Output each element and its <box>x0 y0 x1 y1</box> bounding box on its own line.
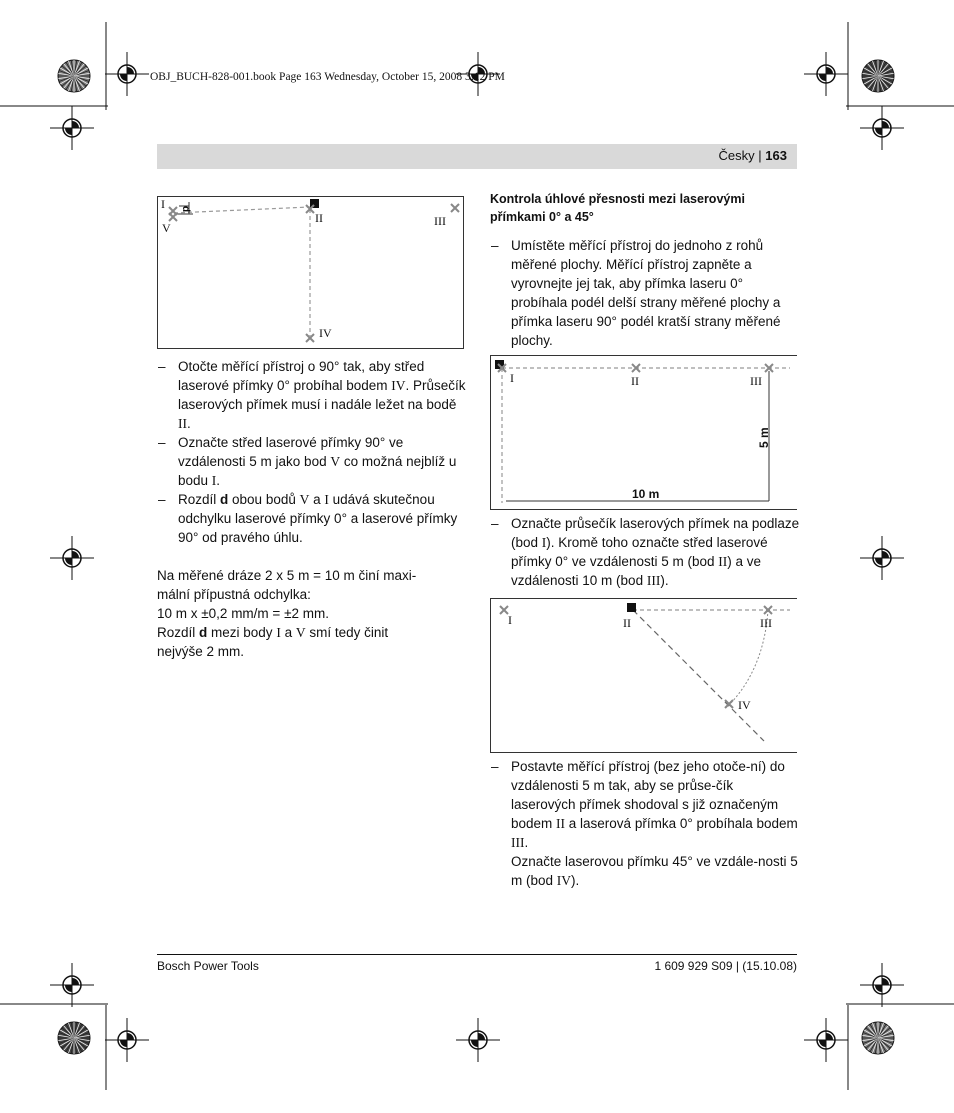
page-header <box>157 144 797 169</box>
header-text <box>719 148 787 163</box>
list-item <box>490 757 800 890</box>
fig1-label-IV: IV <box>319 326 332 340</box>
point-ref: II <box>556 816 566 831</box>
text: Rozdíl <box>178 492 221 507</box>
fig2-label-II: II <box>631 374 639 388</box>
footer-document-code: 1 609 929 S09 | (15.10.08) <box>654 959 797 973</box>
text: Rozdíl <box>157 625 200 640</box>
footer-publisher: Bosch Power Tools <box>157 959 259 973</box>
text: . <box>187 416 191 431</box>
list-item <box>157 490 467 547</box>
text: . <box>216 473 221 488</box>
registration-target-icon <box>50 106 94 150</box>
text: co možná nejblíž u bodu <box>178 454 457 488</box>
point-ref: III <box>646 573 661 588</box>
right-column-bottom <box>490 757 800 890</box>
text-line: nejvýše 2 mm. <box>157 644 245 659</box>
text-bold: d <box>199 625 208 640</box>
registration-target-icon <box>50 536 94 580</box>
section-heading <box>490 190 800 226</box>
tolerance-paragraph <box>157 566 467 661</box>
footer-rule <box>157 954 797 955</box>
page-number: 163 <box>765 148 787 163</box>
point-ref: I <box>324 492 329 507</box>
point-ref: V <box>330 454 341 469</box>
text: a <box>280 625 296 640</box>
fig1-label-d: d <box>180 206 191 213</box>
registration-starburst-icon <box>58 60 90 92</box>
right-column-top <box>490 190 800 350</box>
point-ref: IV <box>391 378 406 393</box>
left-column <box>157 357 467 661</box>
point-ref: I <box>276 625 281 640</box>
point-ref: V <box>299 492 310 507</box>
list-item: – Umístěte měřící přístroj do jednoho z rohů měřené plochy. Měřící přístroj zapněte a vyrovnejte jej tak, aby přímka laseru 0° probíhala podél delší strany měřené plochy a přímka laseru 90° podél kratší strany měřené plochy. <box>490 236 800 350</box>
registration-target-icon <box>860 963 904 1007</box>
right-instruction-list-3 <box>490 757 800 890</box>
text: mezi body <box>207 625 277 640</box>
fig2-label-III: III <box>750 374 762 388</box>
fig1-label-I: I <box>161 197 165 211</box>
text: smí tedy činit <box>305 625 389 640</box>
point-ref: III <box>511 835 525 850</box>
print-slug: OBJ_BUCH-828-001.book Page 163 Wednesday, October 15, 2008 3:12 PM <box>150 71 505 83</box>
right-instruction-list-1 <box>490 236 800 350</box>
text-bold: d <box>220 492 229 507</box>
text: a <box>309 492 325 507</box>
text: ). <box>660 573 669 588</box>
figure-3-45-degree-check <box>490 598 797 753</box>
text: obou bodů <box>228 492 300 507</box>
header-language: Česky <box>718 148 755 163</box>
text: Postavte měřící přístroj (bez jeho otoče-ní) do vzdálenosti 5 m tak, aby se průse-čík laserových přímek shodoval s již označeným bodem <box>511 759 785 831</box>
figure-2-measuring-area <box>490 355 797 510</box>
list-item <box>490 514 800 590</box>
registration-target-icon <box>860 536 904 580</box>
text-line: Na měřené dráze 2 x 5 m = 10 m činí maxi- <box>157 568 417 583</box>
point-ref: II <box>718 554 728 569</box>
text: Označte průsečík laserových přímek na podlaze (bod <box>511 516 800 550</box>
left-instruction-list <box>157 357 467 547</box>
fig3-label-I: I <box>508 613 512 627</box>
fig2-width-dimension: 10 m <box>632 487 660 501</box>
text-line <box>157 623 467 642</box>
registration-starburst-icon <box>862 60 894 92</box>
fig1-label-III: III <box>434 214 446 228</box>
fig3-label-IV: IV <box>738 698 751 712</box>
point-ref: IV <box>556 873 572 888</box>
mark-V-icon <box>169 213 177 221</box>
mark-I-icon <box>500 606 508 614</box>
point-ref: II <box>178 416 187 431</box>
text-line: mální přípustná odchylka: <box>157 587 311 602</box>
heading-line: Kontrola úhlové přesnosti mezi laserovými <box>490 192 745 206</box>
fig3-label-III: III <box>760 616 772 630</box>
registration-starburst-icon <box>862 1022 894 1054</box>
text: . Průsečík laserových přímek musí i nadále ležet na bodě <box>178 378 466 412</box>
list-item <box>157 433 467 490</box>
point-ref: I <box>541 535 547 550</box>
fig1-label-V: V <box>162 221 171 235</box>
text: Označte střed laserové přímky 90° ve vzdálenosti 5 m jako bod <box>178 435 404 469</box>
registration-target-icon <box>804 1018 848 1062</box>
registration-target-icon <box>804 52 848 96</box>
header-separator: | <box>758 148 762 163</box>
mark-III-icon <box>451 204 459 212</box>
registration-starburst-icon <box>58 1022 90 1054</box>
text: ). Kromě toho označte střed laserové přímky 0° ve vzdálenosti 5 m (bod <box>511 535 768 569</box>
laser-device-icon <box>627 603 636 612</box>
right-instruction-list-2 <box>490 514 800 590</box>
heading-line: přímkami 0° a 45° <box>490 210 594 224</box>
point-ref: V <box>295 625 306 640</box>
fig2-height-dimension: 5 m <box>757 427 771 448</box>
registration-target-icon <box>105 1018 149 1062</box>
text: Označte laserovou přímku 45° ve vzdále-nosti 5 m (bod <box>511 854 798 888</box>
registration-target-icon <box>860 106 904 150</box>
mark-III-icon <box>764 606 772 614</box>
text: Otočte měřící přístroj o 90° tak, aby střed laserové přímky 0° probíhal bodem <box>178 359 425 393</box>
text: . <box>524 835 529 850</box>
text-line: 10 m x ±0,2 mm/m = ±2 mm. <box>157 606 329 621</box>
fig3-label-II: II <box>623 616 631 630</box>
text: a laserová přímka 0° probíhala bodem <box>565 816 798 831</box>
figure-1-right-angle-check <box>157 196 464 349</box>
fig2-label-I: I <box>510 371 514 385</box>
registration-target-icon <box>50 963 94 1007</box>
registration-target-icon <box>456 1018 500 1062</box>
list-item <box>157 357 467 433</box>
registration-target-icon <box>105 52 149 96</box>
text: udává skutečnou odchylku laserové přímky 0° a laserové přímky 90° od pravého úhlu. <box>178 492 458 545</box>
fig1-label-II: II <box>315 211 323 225</box>
point-ref: I <box>211 473 217 488</box>
right-column-middle <box>490 514 800 590</box>
text: ) a ve vzdálenosti 10 m (bod <box>511 554 761 588</box>
text: ). <box>571 873 580 888</box>
